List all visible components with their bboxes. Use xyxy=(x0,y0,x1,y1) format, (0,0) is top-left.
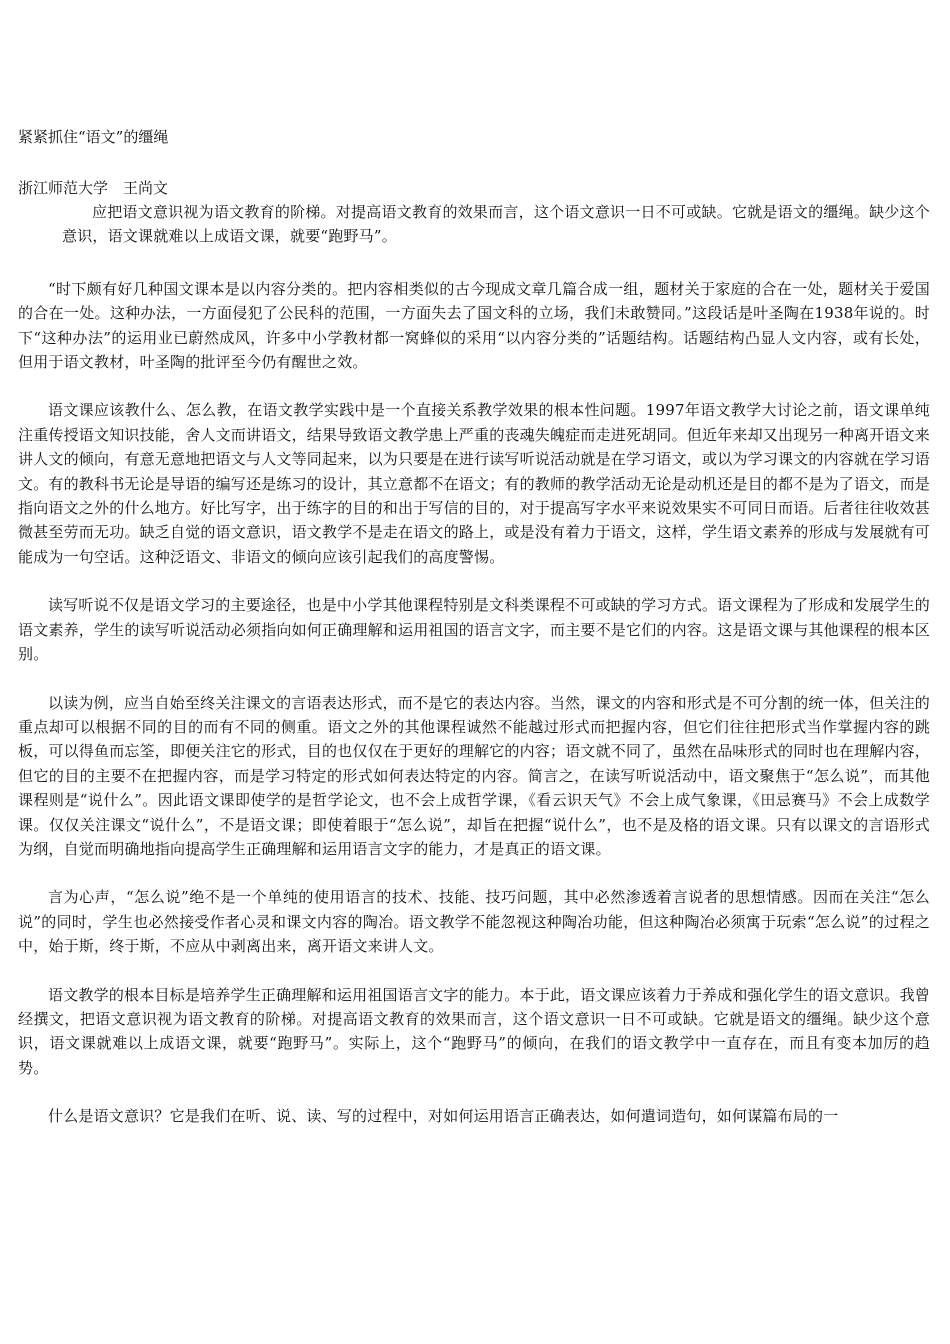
article-body xyxy=(0,200,950,1153)
paragraph-1: 应把语文意识视为语文教育的阶梯。对提高语文教育的效果而言，这个语文意识一日不可或缺。它就是语文的缰绳。缺少这个意识，语文课就难以上成语文课，就要“跑野马”。 xyxy=(62,203,930,246)
paragraph-7: 语文教学的根本目标是培养学生正确理解和运用祖国语言文字的能力。本于此，语文课应该着力于养成和强化学生的语文意识。我曾经撰文，把语文意识视为语文教育的阶梯。对提高语文教育的效果而言，这个语文意识一日不可或缺。它就是语文的缰绳。缺少这个意识，语文课就难以上成语文课，就要“跑野马”。实际上，这个“跑野马”的倾向，在我们的语文教学中一直存在，而且有变本加厉的趋势。 xyxy=(18,985,930,1077)
paragraph-8: 什么是语文意识？它是我们在听、说、读、写的过程中，对如何运用语言正确表达，如何遣词造句，如何谋篇布局的一 xyxy=(48,1107,839,1126)
paragraph-4: 读写听说不仅是语文学习的主要途径，也是中小学其他课程特别是文科类课程不可或缺的学习方式。语文课程为了形成和发展学生的语文素养，学生的读写听说活动必须指向如何正确理解和运用祖国的语言文字，而主要不是它们的内容。这是语文课与其他课程的根本区别。 xyxy=(18,596,931,664)
paragraph-6: 言为心声，“怎么说”绝不是一个单纯的使用语言的技术、技能、技巧问题，其中必然渗透着言说者的思想情感。因而在关注“怎么说”的同时，学生也必然接受作者心灵和课文内容的陶冶。语文教学不能忽视这种陶冶功能，但这种陶冶必须寓于玩索“怎么说”的过程之中，始于斯，终于斯，不应从中剥离出来，离开语文来讲人文。 xyxy=(18,888,930,956)
paragraph-3: 语文课应该教什么、怎么教，在语文教学实践中是一个直接关系教学效果的根本性问题。1997年语文教学大讨论之前，语文课单纯注重传授语文知识技能，舍人文而讲语文，结果导致语文教学患上严重的丧魂失魄症而走进死胡同。但近年来却又出现另一种离开语文来讲人文的倾向，有意无意地把语文与人文等同起来，以为只要是在进行读写听说活动就是在学习语文，或以为学习课文的内容就在学习语文。有的教科书无论是导语的编写还是练习的设计，其立意都不在语文；有的教师的教学活动无论是动机还是目的都不是为了语文，而是指向语文之外的什么地方。好比写字，出于练字的目的和出于写信的目的，对于提高写字水平来说效果实不可同日而语。后者往往收效甚微甚至劳而无功。缺乏自觉的语文意识，语文教学不是走在语文的路上，或是没有着力于语文，这样，学生语文素养的形成与发展就有可能成为一句空话。这种泛语文、非语文的倾向应该引起我们的高度警惕。 xyxy=(18,401,931,566)
author-line: 浙江师范大学 王尚文 xyxy=(18,179,169,197)
paragraph-2: “时下颇有好几种国文课本是以内容分类的。把内容相类似的古今现成文章几篇合成一组，题材关于家庭的合在一处，题材关于爱国的合在一处。这种办法，一方面侵犯了公民科的范围，一方面失去了国文科的立场，我们未敢赞同。”这段话是叶圣陶在1938年说的。时下“这种办法”的运用业已蔚然成风，许多中小学教材都一窝蜂似的采用“以内容分类的”话题结构。话题结构凸显人文内容，或有长处，但用于语文教材，叶圣陶的批评至今仍有醒世之效。 xyxy=(18,279,930,372)
article-title: 紧紧抓住“语文”的缰绳 xyxy=(18,128,169,146)
paragraph-5: 以读为例，应当自始至终关注课文的言语表达形式，而不是它的表达内容。当然，课文的内容和形式是不可分割的统一体，但关注的重点却可以根据不同的目的而有不同的侧重。语文之外的其他课程诚然不能越过形式而把握内容，但它们往往把形式当作掌握内容的跳板，可以得鱼而忘筌，即便关注它的形式，目的也仅仅在于更好的理解它的内容；语文就不同了，虽然在品味形式的同时也在理解内容，但它的目的主要不在把握内容，而是学习特定的形式如何表达特定的内容。简言之，在读写听说活动中，语文聚焦于“怎么说”，而其他课程则是“说什么”。因此语文课即使学的是哲学论文，也不会上成哲学课，《看云识天气》不会上成气象课，《田忌赛马》不会上成数学课。仅仅关注课文“说什么”，不是语文课；即使着眼于“怎么说”，却旨在把握“说什么”，也不是及格的语文课。只有以课文的言语形式为纲，自觉而明确地指向提高学生正确理解和运用语言文字的能力，才是真正的语文课。 xyxy=(18,693,931,858)
